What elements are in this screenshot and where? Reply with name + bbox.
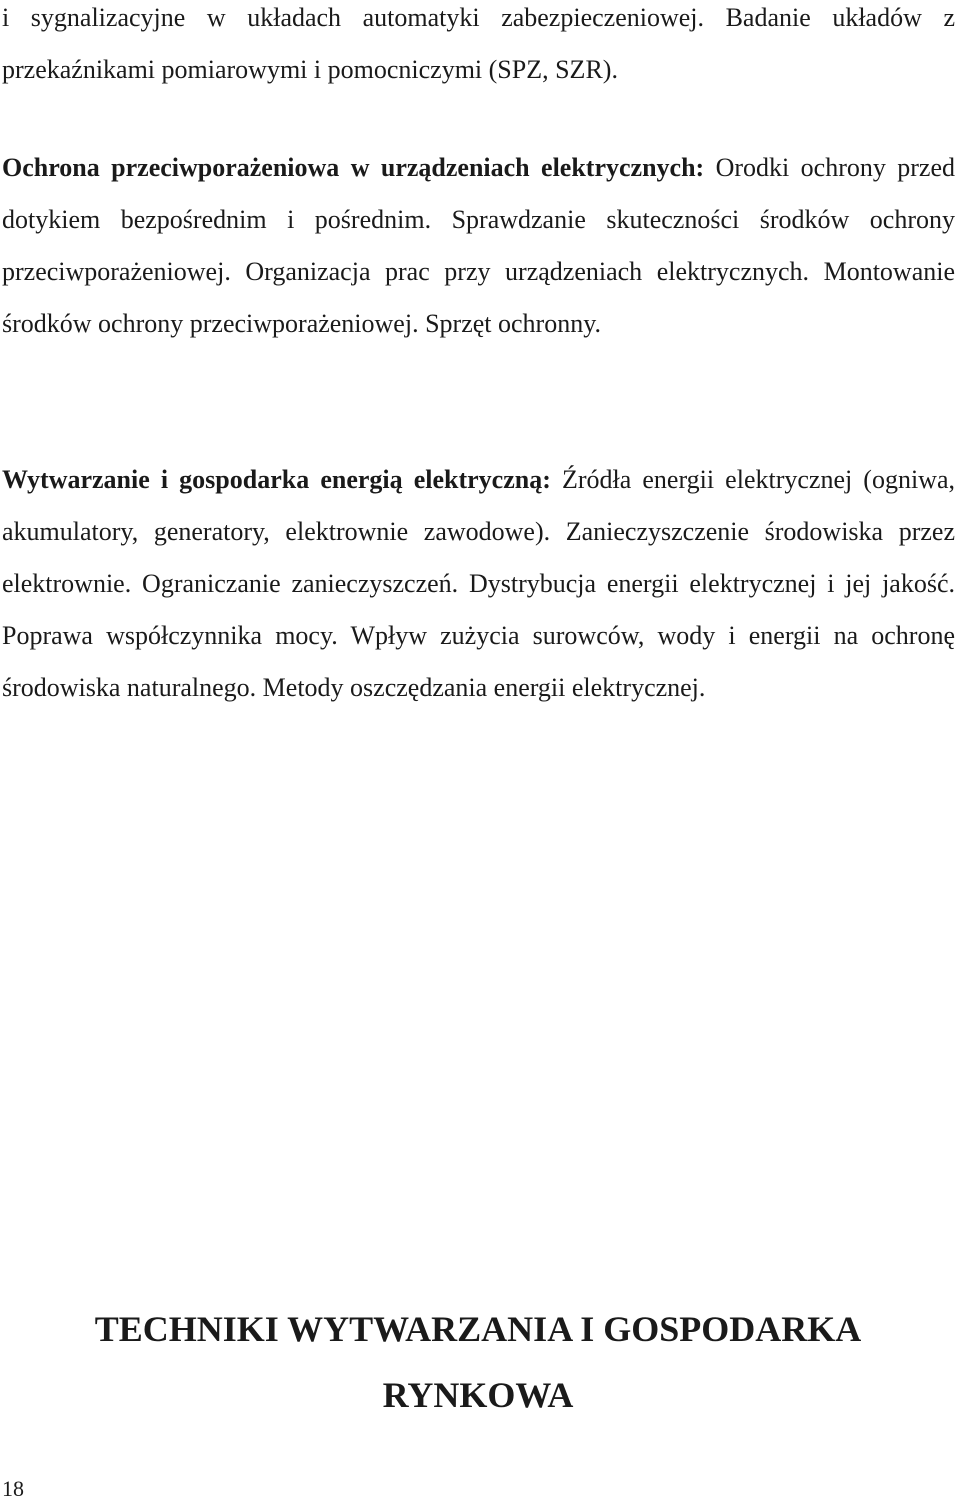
section-body-protection: Orodki ochrony przed dotykiem bezpośrednim i pośrednim. Sprawdzanie skuteczności środków ochrony przeciwporażeniowej. Organizacja prac przy urządzeniach elektrycznych. Montowanie środków ochrony przeciwporażeniowej. Sprzęt ochronny. [2,153,955,338]
section-heading-energy: Wytwarzanie i gospodarka energią elektryczną: [2,465,551,494]
page-number: 18 [2,1476,24,1501]
section-heading-protection: Ochrona przeciwporażeniowa w urządzeniach elektrycznych: [2,153,705,182]
section-title [0,1296,956,1428]
section-body-energy: Źródła energii elektrycznej (ogniwa, akumulatory, generatory, elektrownie zawodowe). Zanieczyszczenie środowiska przez elektrownie. Ograniczanie zanieczyszczeń. Dystrybucja energii elektrycznej i jej jakość. Poprawa współczynnika mocy. Wpływ zużycia surowców, wody i energii na ochronę środowiska naturalnego. Metody oszczędzania energii elektrycznej. [2,465,955,702]
section-paragraph-energy [2,454,955,714]
section-title-line-1: TECHNIKI WYTWARZANIA I GOSPODARKA [94,1309,862,1349]
intro-paragraph: i sygnalizacyjne w układach automatyki zabezpieczeniowej. Badanie układów z przekaźnikami pomiarowymi i pomocniczymi (SPZ, SZR). [2,3,955,84]
section-paragraph-protection [2,142,955,350]
section-title-line-2: RYNKOWA [382,1375,574,1415]
